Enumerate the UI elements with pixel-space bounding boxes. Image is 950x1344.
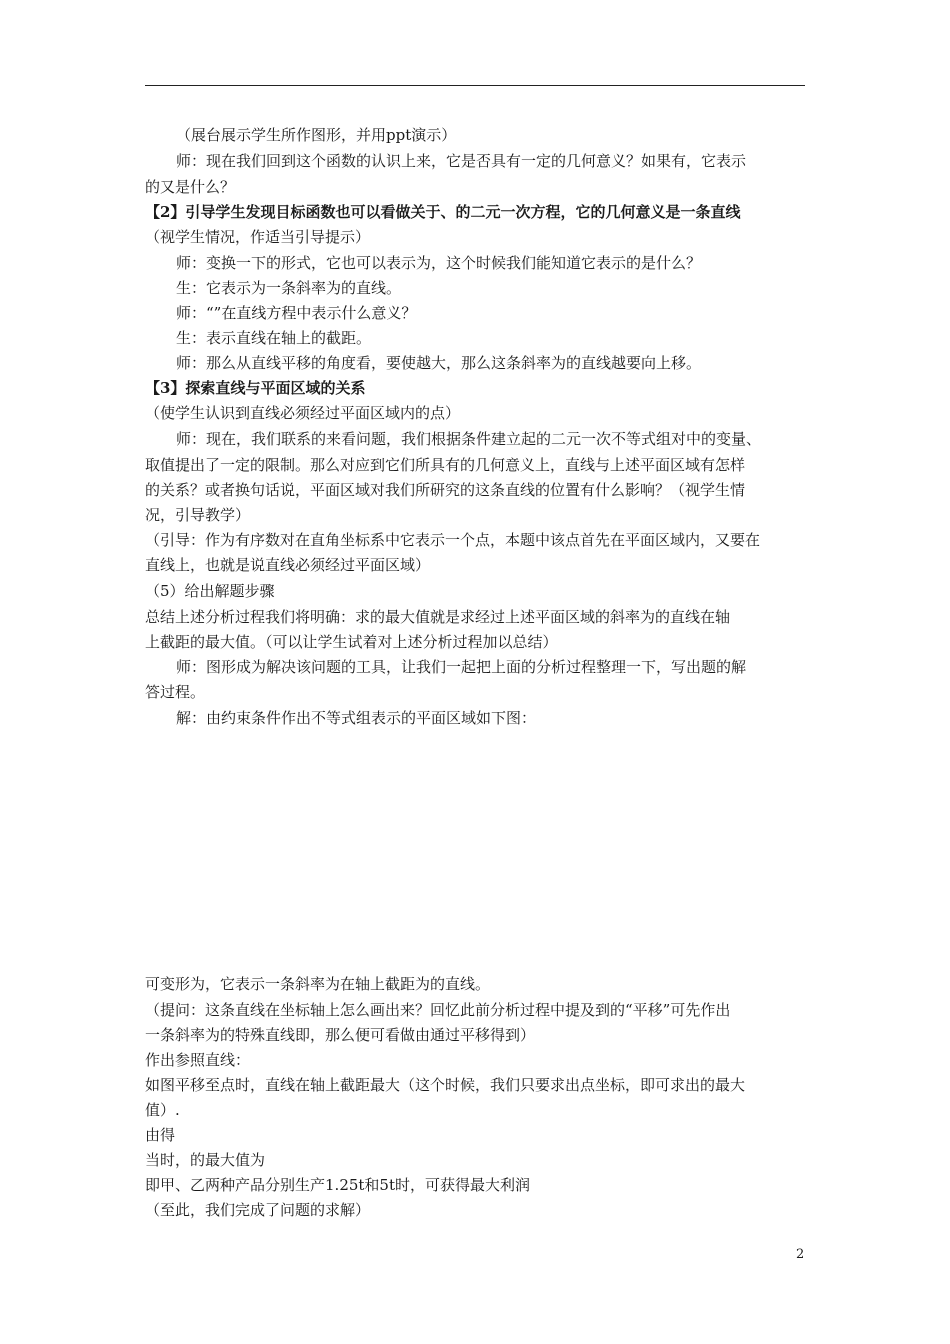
text-line: 作出参照直线： — [145, 1051, 251, 1069]
text-line: 上截距的最大值。（可以让学生试着对上述分析过程加以总结） — [145, 633, 558, 651]
text-line: 师：那么从直线平移的角度看，要使越大，那么这条斜率为的直线越要向上移。 — [176, 354, 702, 372]
text-line: 即甲、乙两种产品分别生产1.25t和5t时，可获得最大利润 — [145, 1176, 530, 1194]
text-line: 师：变换一下的形式，它也可以表示为，这个时候我们能知道它表示的是什么？ — [176, 254, 702, 272]
header-rule — [145, 85, 805, 86]
text-line: 一条斜率为的特殊直线即，那么便可看做由通过平移得到） — [145, 1026, 536, 1044]
text-line: 答过程。 — [145, 683, 206, 701]
text-line: 生：表示直线在轴上的截距。 — [176, 329, 372, 347]
text-line: 师：“”在直线方程中表示什么意义？ — [176, 304, 417, 322]
text-line: （至此，我们完成了问题的求解） — [145, 1201, 371, 1219]
text-line: 如图平移至点时，直线在轴上截距最大（这个时候，我们只要求出点坐标，即可求出的最大 — [145, 1076, 746, 1094]
text-line: 由得 — [145, 1126, 176, 1144]
text-line: （提问：这条直线在坐标轴上怎么画出来？回忆此前分析过程中提及到的“平移”可先作出 — [145, 1001, 731, 1019]
text-line: 生：它表示为一条斜率为的直线。 — [176, 279, 402, 297]
text-line: 当时，的最大值为 — [145, 1151, 266, 1169]
text-line: 取值提出了一定的限制。那么对应到它们所具有的几何意义上，直线与上述平面区域有怎样 — [145, 456, 746, 474]
section-heading: 【3】探索直线与平面区域的关系 — [145, 379, 366, 397]
text-line: （视学生情况，作适当引导提示） — [145, 228, 371, 246]
text-line: 的关系？或者换句话说，平面区域对我们所研究的这条直线的位置有什么影响？（视学生情 — [145, 481, 746, 499]
text-line: （展台展示学生所作图形，并用ppt演示） — [176, 126, 457, 144]
text-line: （使学生认识到直线必须经过平面区域内的点） — [145, 404, 461, 422]
text-line: 可变形为，它表示一条斜率为在轴上截距为的直线。 — [145, 975, 491, 993]
text-line: 解：由约束条件作出不等式组表示的平面区域如下图： — [176, 709, 537, 727]
text-line: 值）. — [145, 1101, 180, 1119]
section-heading: 【2】引导学生发现目标函数也可以看做关于、的二元一次方程，它的几何意义是一条直线 — [145, 203, 741, 221]
text-line: 直线上，也就是说直线必须经过平面区域） — [145, 556, 431, 574]
text-line: （引导：作为有序数对在直角坐标系中它表示一个点，本题中该点首先在平面区域内，又要在 — [145, 531, 761, 549]
text-line: 的又是什么？ — [145, 178, 236, 196]
text-line: 师：图形成为解决该问题的工具，让我们一起把上面的分析过程整理一下，写出题的解 — [176, 658, 747, 676]
text-line: （5）给出解题步骤 — [145, 582, 275, 600]
page-number: 2 — [796, 1247, 805, 1262]
text-line: 师：现在我们回到这个函数的认识上来，它是否具有一定的几何意义？如果有，它表示 — [176, 152, 747, 170]
text-line: 总结上述分析过程我们将明确：求的最大值就是求经过上述平面区域的斜率为的直线在轴 — [145, 608, 731, 626]
text-line: 况，引导教学） — [145, 506, 251, 524]
text-line: 师：现在，我们联系的来看问题，我们根据条件建立起的二元一次不等式组对中的变量、 — [176, 430, 762, 448]
